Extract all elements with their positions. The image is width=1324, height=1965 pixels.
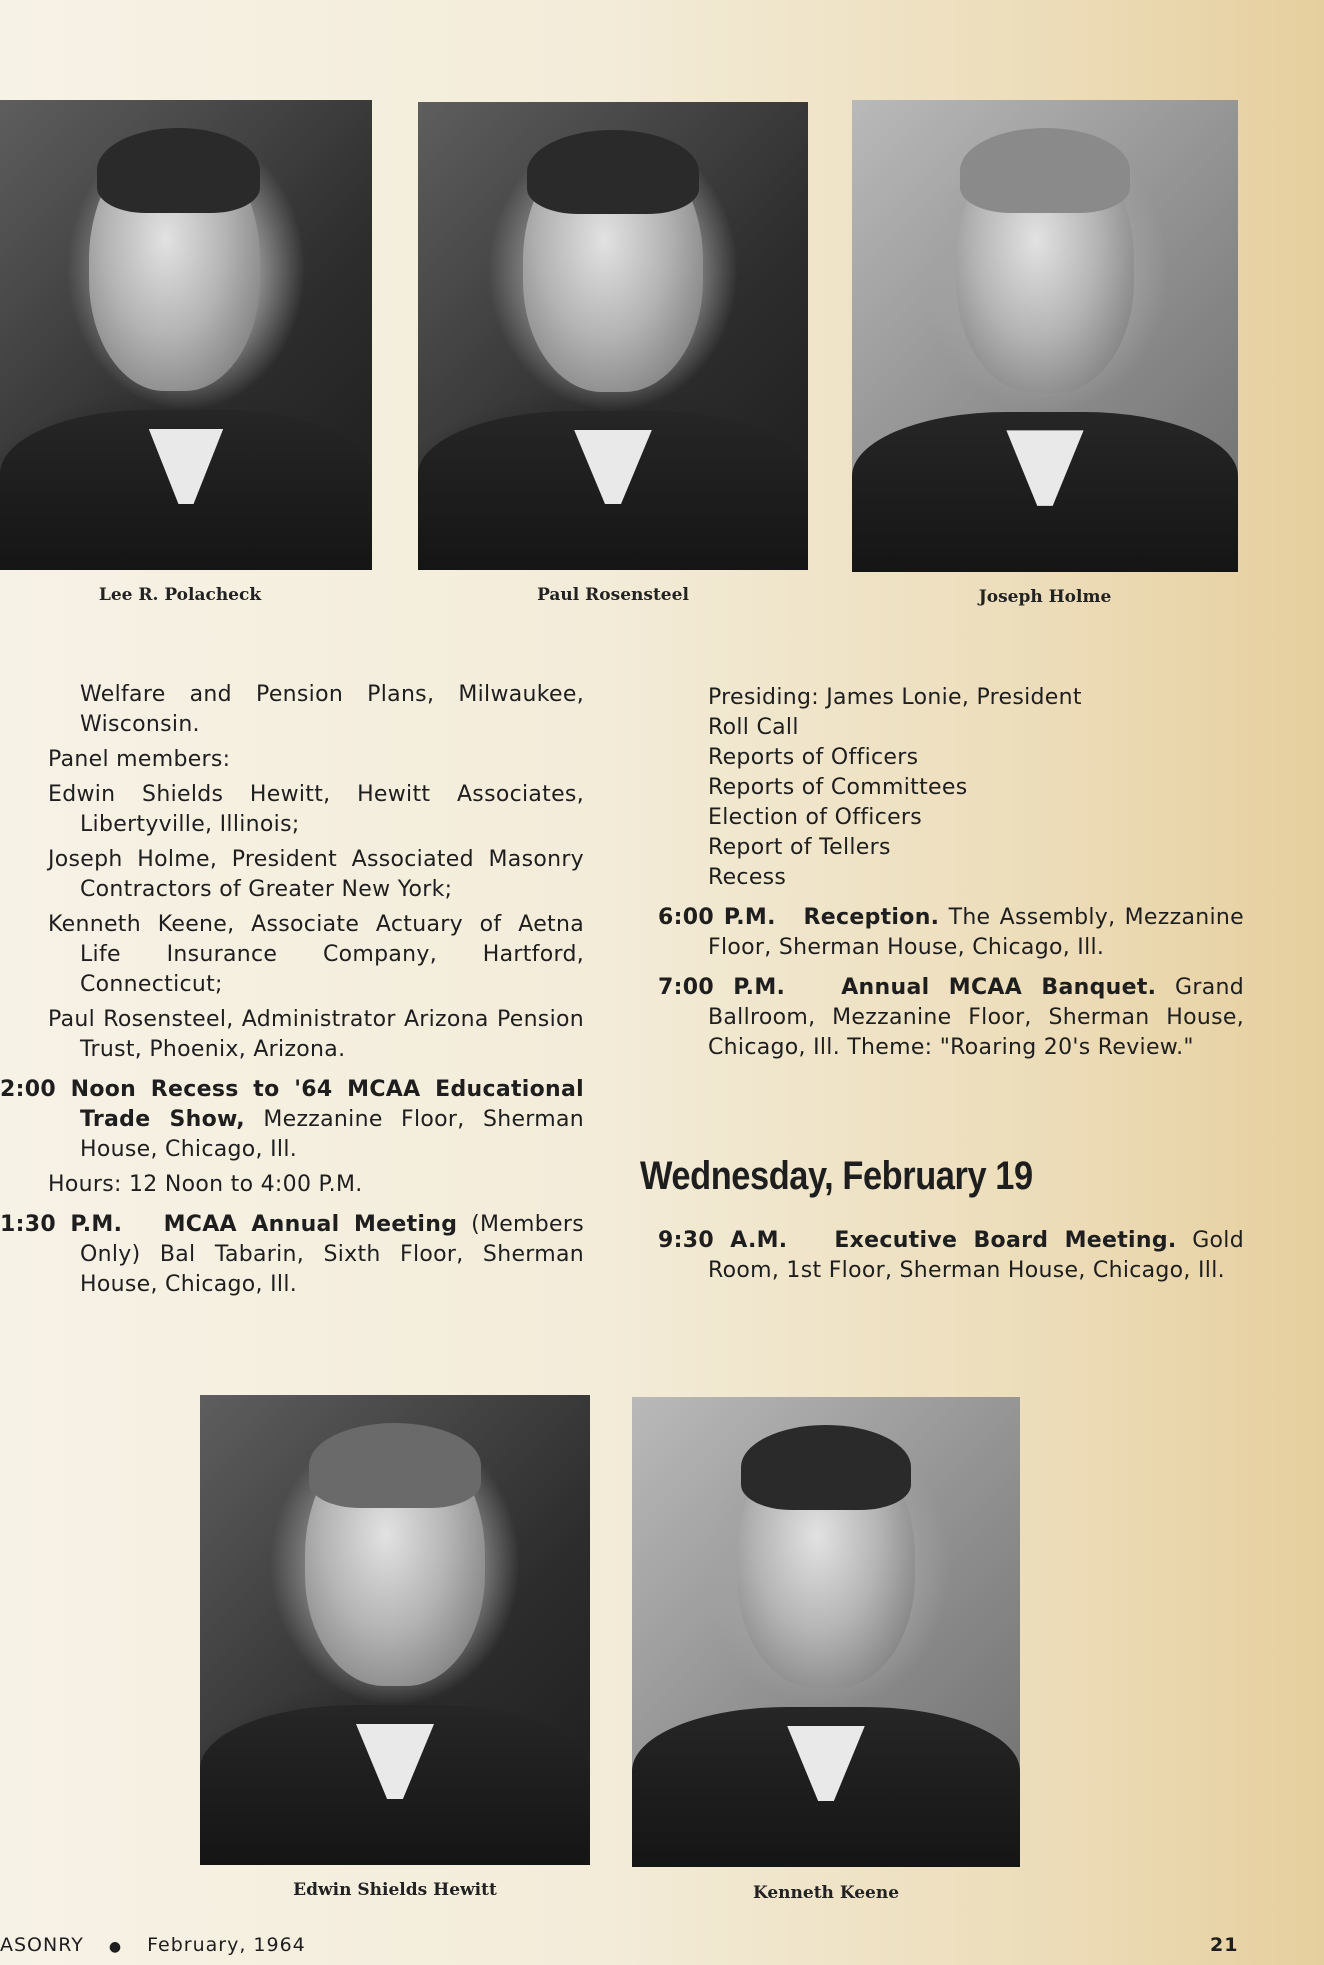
caption-kenneth-keene: Kenneth Keene [752,1883,900,1903]
welfare-line: Welfare and Pension Plans, Milwaukee, Wisconsin. [80,682,584,737]
photo-kenneth-keene [632,1397,1020,1867]
annual-meeting-entry [0,1210,584,1300]
caption-edwin-hewitt: Edwin Shields Hewitt [293,1880,497,1900]
right-column [658,683,1244,1068]
agenda-item: Recess [708,865,787,890]
photo-figure-hair [741,1425,912,1510]
annual-meeting-bold: MCAA Annual Meeting [163,1212,458,1237]
left-column [0,680,585,1305]
annual-meeting-location: (Members Only) Bal Tabarin, Sixth Floor, Sherman House, Chicago, Ill. [80,1212,584,1297]
publication-name: ASONRY [0,1934,84,1956]
photo-figure-hair [309,1423,481,1508]
agenda-item: Reports of Committees [708,775,968,800]
page-number: 21 [1210,1934,1239,1956]
agenda-list [658,683,1244,893]
annual-meeting-time: 1:30 P.M. [0,1212,123,1237]
panel-member: Edwin Shields Hewitt, Hewitt Associates, Libertyville, Illinois; [48,782,584,837]
footer-publication [0,1934,306,1956]
photo-figure-hair [527,130,699,214]
panel-member: Paul Rosensteel, Administrator Arizona Pension Trust, Phoenix, Arizona. [48,1007,584,1062]
reception-location: The Assembly, Mezzanine Floor, Sherman House, Chicago, Ill. [708,905,1244,960]
board-meeting-entry [658,1226,1244,1286]
noon-recess-location: Mezzanine Floor, Sherman House, Chicago, Ill. [80,1107,585,1162]
photo-joseph-holme [852,100,1238,572]
banquet-location: Grand Ballroom, Mezzanine Floor, Sherman House, Chicago, Ill. Theme: "Roaring 20's Review." [708,975,1244,1060]
board-meeting-time: 9:30 A.M. [658,1228,788,1253]
noon-recess-entry [0,1075,584,1165]
agenda-item: Roll Call [708,715,799,740]
agenda-item: Reports of Officers [708,745,919,770]
reception-bold: Reception. [803,905,940,930]
trade-show-hours: Hours: 12 Noon to 4:00 P.M. [48,1172,363,1197]
noon-recess-bold: 2:00 Noon Recess to '64 MCAA Educational Trade Show, [0,1077,584,1132]
photo-lee-polacheck [0,100,372,570]
photo-edwin-hewitt [200,1395,590,1865]
photo-figure-hair [960,128,1130,213]
caption-paul-rosensteel: Paul Rosensteel [537,585,689,605]
agenda-item: Election of Officers [708,805,923,830]
reception-time: 6:00 P.M. [658,905,776,930]
issue-date: February, 1964 [147,1934,306,1956]
panel-member: Joseph Holme, President Associated Masonry Contractors of Greater New York; [48,847,584,902]
banquet-bold: Annual MCAA Banquet. [841,975,1157,1000]
footer-bullet-icon: ● [108,1939,123,1955]
banquet-entry [658,973,1244,1063]
day-heading: Wednesday, February 19 [640,1154,1033,1198]
agenda-item: Report of Tellers [708,835,891,860]
board-meeting-location: Gold Room, 1st Floor, Sherman House, Chicago, Ill. [708,1228,1244,1283]
reception-entry [658,903,1244,963]
banquet-time: 7:00 P.M. [658,975,786,1000]
caption-joseph-holme: Joseph Holme [978,587,1112,607]
board-meeting-bold: Executive Board Meeting. [834,1228,1177,1253]
panel-member: Kenneth Keene, Associate Actuary of Aetna Life Insurance Company, Hartford, Connecticut; [48,912,584,997]
board-meeting-block [658,1226,1244,1291]
agenda-item: Presiding: James Lonie, President [708,685,1082,710]
panel-label: Panel members: [48,747,231,772]
photo-paul-rosensteel [418,102,808,570]
caption-lee-polacheck: Lee R. Polacheck [98,585,262,605]
photo-figure-hair [97,128,261,213]
